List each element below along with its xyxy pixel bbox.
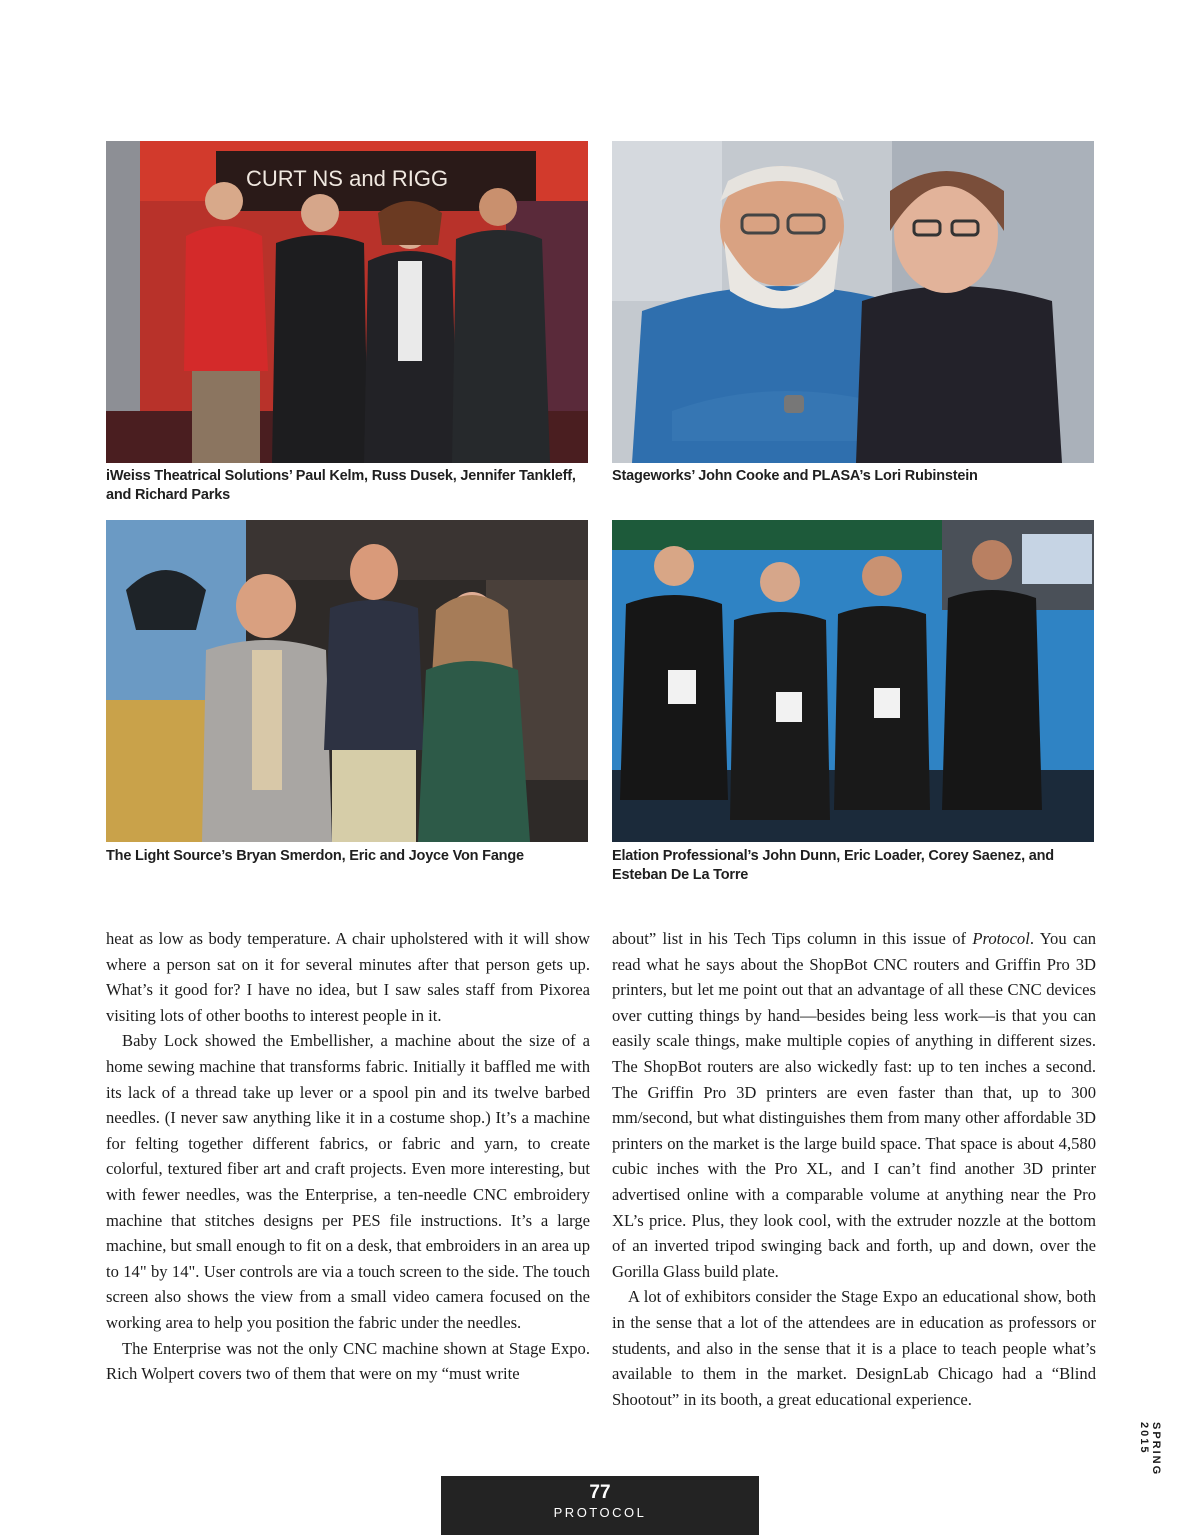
article-text: about” list in his Tech Tips column in this issue of	[612, 929, 973, 948]
magazine-name: PROTOCOL	[553, 1505, 647, 1520]
article-paragraph: Baby Lock showed the Embellisher, a machine about the size of a home sewing machine that transforms fabric. Initially it baffled me with its lack of a thread take up lever or a spool pin and its twelve barbed needles. (I never saw anything like it in a costume shop.) It’s a machine for felting together different fabrics, or fabric and yarn, to create colorful, textured fiber art and craft projects. Even more interesting, but with fewer needles, was the Enterprise, a ten-needle CNC embroidery machine that stitches designs per PES file instructions. It’s a large machine, but small enough to fit on a desk, that embroiders in an area up to 14" by 14". User controls are via a touch screen to the side. The touch screen also shows the view from a small video camera focused on the working area to help you position the fabric under the needles.	[106, 1031, 590, 1332]
article-paragraph: The Enterprise was not the only CNC machine shown at Stage Expo. Rich Wolpert covers two of them that were on my “must write	[106, 1338, 590, 1384]
caption-elation: Elation Professional’s John Dunn, Eric Loader, Corey Saenez, and Esteban De La Torre	[612, 848, 1054, 883]
photo-stageworks	[612, 141, 1094, 463]
page-footer	[441, 1476, 759, 1535]
article-column-left	[106, 926, 590, 1387]
article-column-right	[612, 926, 1096, 1412]
caption-light-source: The Light Source’s Bryan Smerdon, Eric and Joyce Von Fange	[106, 848, 524, 864]
photo-light-source	[106, 520, 588, 842]
booth-sign-text: CURT NS and RIGG	[246, 166, 449, 191]
page-number: 77	[589, 1482, 611, 1503]
article-paragraph: A lot of exhibitors consider the Stage Expo an educational show, both in the sense that a lot of the attendees are in education as professors or students, and also in the sense that it is a place to teach people what’s available to them in the market. DesignLab Chicago had a “Blind Shootout” in its booth, a great educational experience.	[612, 1287, 1096, 1409]
photo-elation	[612, 520, 1094, 842]
caption-iweiss: iWeiss Theatrical Solutions’ Paul Kelm, Russ Dusek, Jennifer Tankleff, and Richard Parks	[106, 468, 576, 503]
article-text: . You can read what he says about the ShopBot CNC routers and Griffin Pro 3D printers, but let me point out that an advantage of all these CNC devices over cutting things by hand—besides being less work—is that you can easily scale things, make multiple copies of anything in different sizes. The ShopBot routers are also wickedly fast: up to ten inches a second. The Griffin Pro 3D printers are even faster than that, up to 300 mm/second, but what distinguishes them from many other affordable 3D printers on the market is the large build space. That space is about 4,580 cubic inches with the Pro XL, and I can’t find another 3D printer advertised online with a comparable volume at anything near the Pro XL’s price. Plus, they look cool, with the extruder nozzle at the bottom of an inverted tripod swinging back and forth, up and down, over the Gorilla Glass build plate.	[612, 929, 1096, 1281]
issue-side-label: SPRING 2015	[1138, 1422, 1162, 1477]
magazine-title-italic: Protocol	[972, 929, 1030, 948]
article-paragraph	[612, 926, 1096, 1284]
caption-stageworks: Stageworks’ John Cooke and PLASA’s Lori Rubinstein	[612, 468, 978, 484]
photo-iweiss-booth	[106, 141, 588, 463]
article-paragraph: heat as low as body temperature. A chair upholstered with it will show where a person sat on it for several minutes after that person gets up. What’s it good for? I have no idea, but I saw sales staff from Pixorea visiting lots of other booths to interest people in it.	[106, 929, 590, 1025]
